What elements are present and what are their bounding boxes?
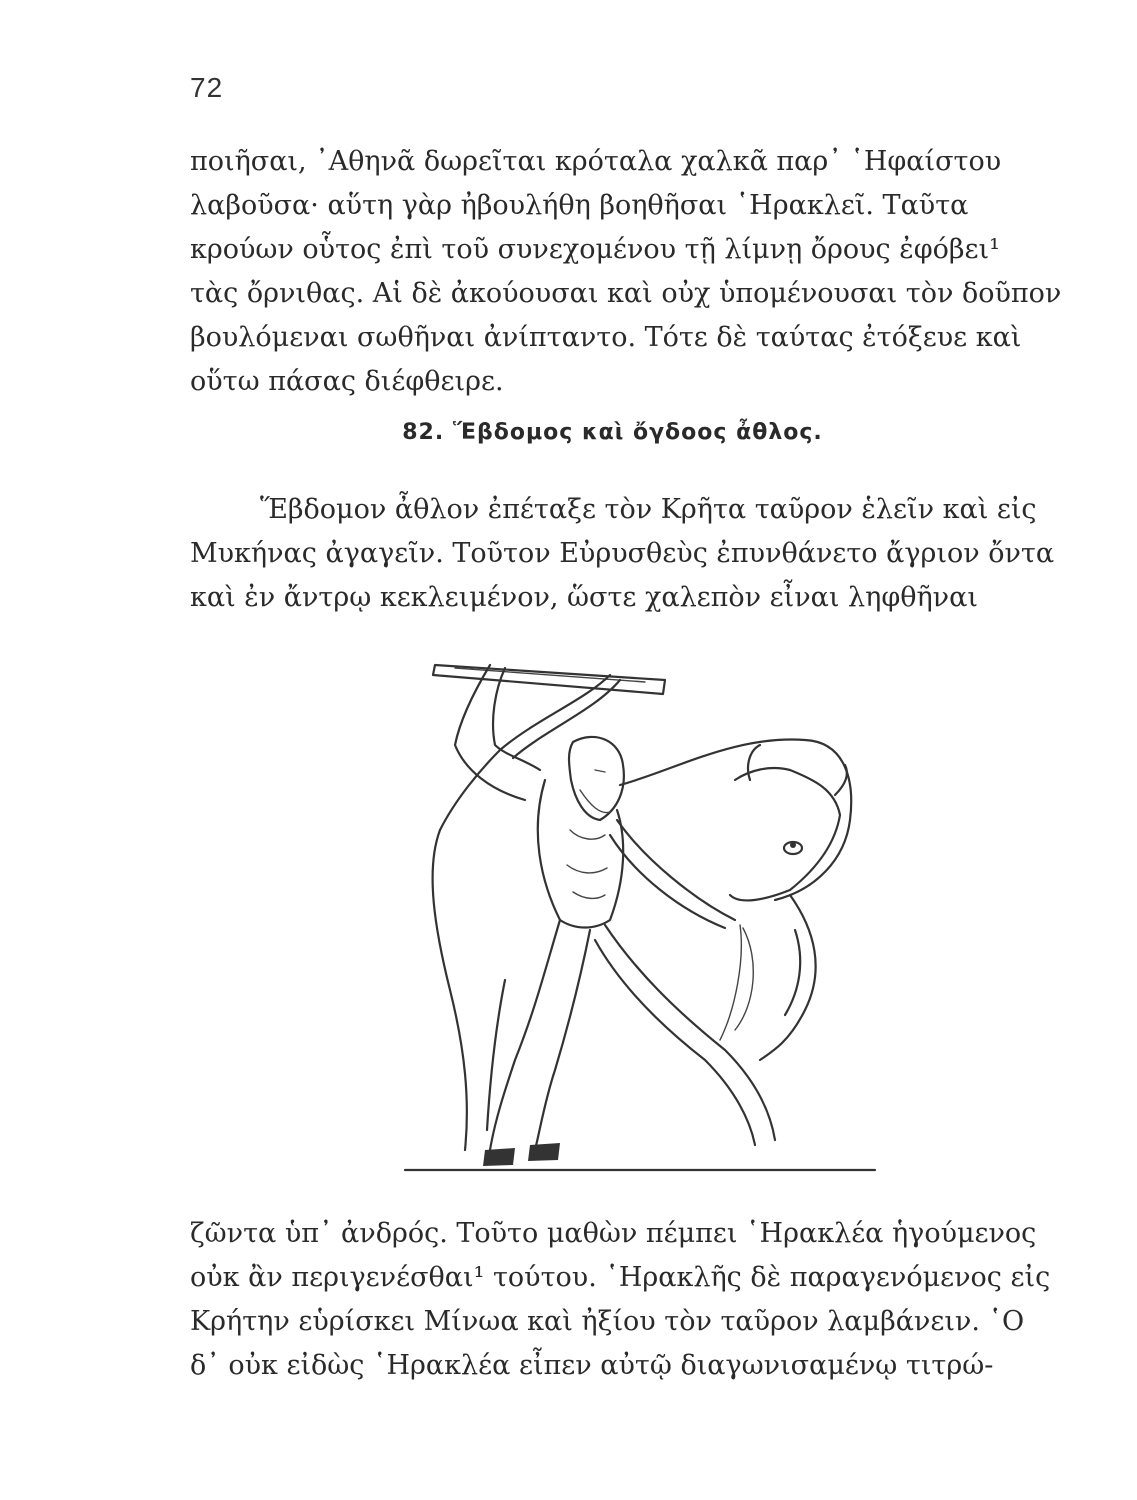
heracles-head [569, 737, 624, 820]
text-line: οὕτω πάσας διέφθειρε. [190, 366, 504, 397]
text-line: καὶ ἐν ἄντρῳ κεκλειμένον, ὥστε χαλεπὸν εἶναι ληφθῆναι [190, 582, 978, 613]
raised-arm [455, 665, 525, 800]
hoof [483, 1148, 515, 1166]
page-number: 72 [190, 72, 224, 103]
heracles-torso [538, 780, 623, 928]
text-line: Κρήτην εὑρίσκει Μίνωα καὶ ἠξίου τὸν ταῦρον λαμβάνειν. ῾Ο [190, 1306, 1025, 1337]
section-heading: 82. Ἕβδομος καὶ ὄγδοος ἆθλος. [402, 420, 823, 445]
paragraph-birds [190, 140, 1062, 404]
heracles-leg-right [605, 925, 775, 1140]
bull-head [730, 768, 840, 900]
text-line: κρούων οὗτος ἐπὶ τοῦ συνεχομένου τῇ λίμνῃ ὄρους ἐφόβει¹ [190, 234, 1000, 265]
bull-back [620, 740, 851, 900]
bull-hind [433, 830, 467, 1150]
text-line: τὰς ὄρνιθας. Αἱ δὲ ἀκούουσαι καὶ οὐχ ὑπομένουσαι τὸν δοῦπον [190, 278, 1062, 309]
illustration-drawing [395, 630, 895, 1190]
heracles-arm [617, 820, 735, 920]
paragraph-cretan-bull [190, 488, 1055, 620]
text-line: βουλόμεναι σωθῆναι ἀνίπταντο. Τότε δὲ ταύτας ἐτόξευε καὶ [190, 322, 1022, 353]
bull-leg [760, 895, 816, 1060]
text-line: λαβοῦσα· αὕτη γὰρ ἠβουλήθη βοηθῆσαι ῾Ηρακλεῖ. Ταῦτα [190, 190, 969, 221]
text-line: Μυκήνας ἀγαγεῖν. Τοῦτον Εὐρυσθεὺς ἐπυνθάνετο ἄγριον ὄντα [190, 538, 1055, 569]
bull-horn [748, 745, 760, 780]
rope [720, 925, 741, 1040]
heracles-leg-left [490, 920, 560, 1150]
text-line: ποιῆσαι, ᾿Αθηνᾶ δωρεῖται κρόταλα χαλκᾶ παρ᾿ ῾Ηφαίστου [190, 146, 1002, 177]
paragraph-minos [190, 1212, 1051, 1388]
text-line: δ᾿ οὐκ εἰδὼς ῾Ηρακλέα εἶπεν αὐτῷ διαγωνισαμένῳ τιτρώ- [190, 1350, 994, 1381]
text-line: Ἕβδομον ἆθλον ἐπέταξε τὸν Κρῆτα ταῦρον ἑλεῖν καὶ εἰς [260, 494, 1037, 525]
text-line: οὐκ ἂν περιγενέσθαι¹ τούτου. ῾Ηρακλῆς δὲ παραγενόμενος εἰς [190, 1262, 1051, 1293]
text-line: ζῶντα ὑπ᾿ ἀνδρός. Τοῦτο μαθὼν πέμπει ῾Ηρακλέα ἡγούμενος [190, 1218, 1037, 1249]
heracles-bull-illustration [395, 630, 895, 1190]
bull-tail [440, 675, 610, 830]
